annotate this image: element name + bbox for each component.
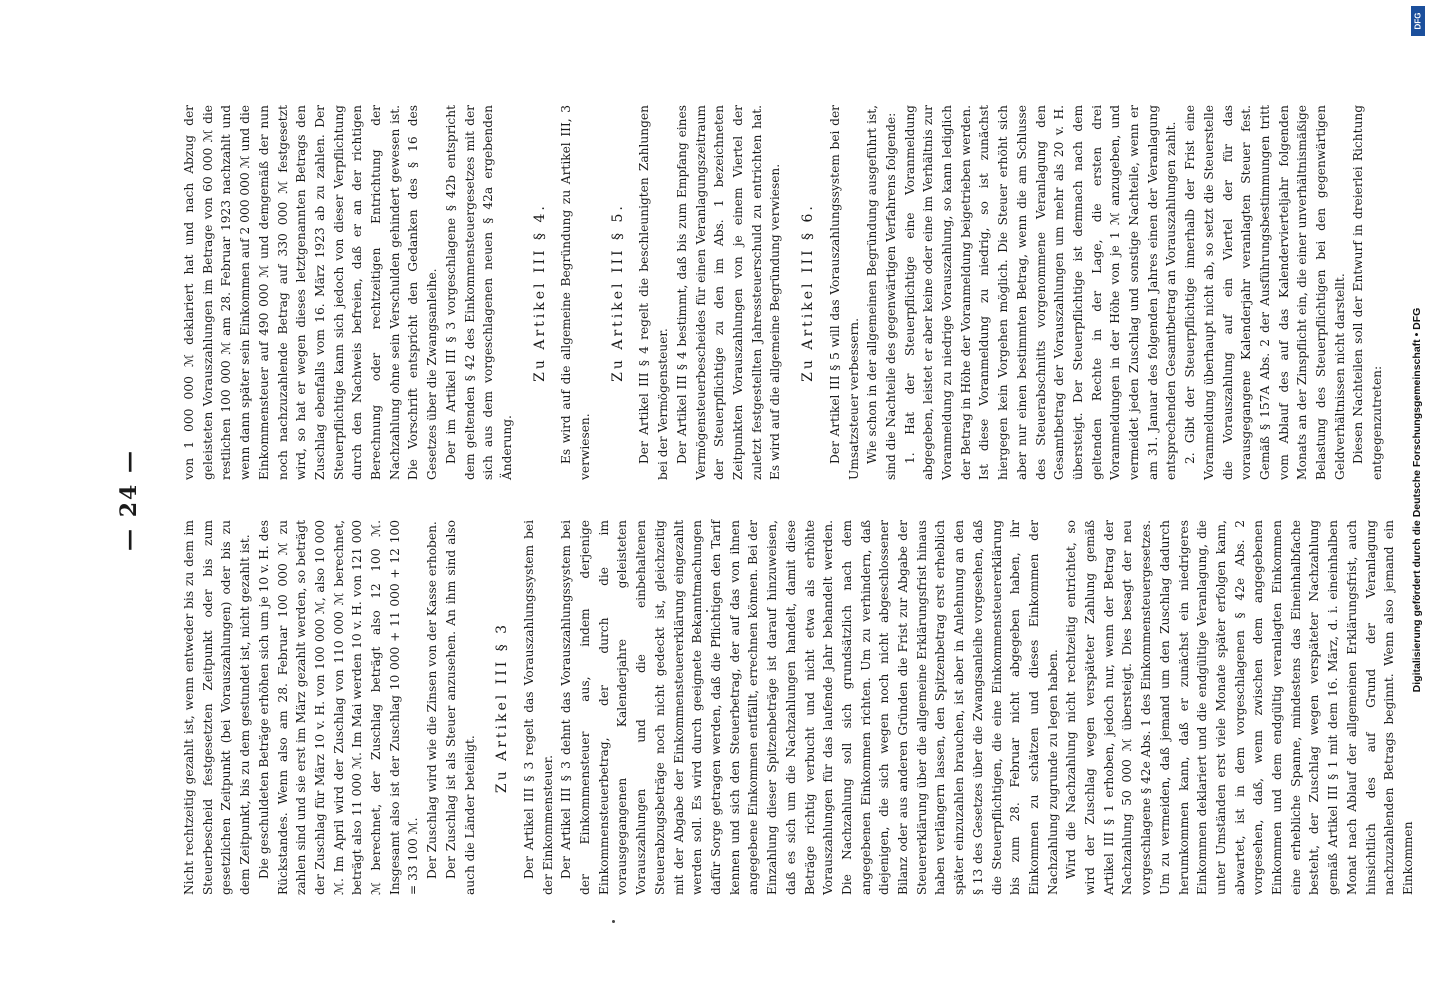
section-heading: Zu Artikel III § 4. <box>531 203 548 382</box>
left-column <box>180 520 1415 895</box>
paragraph: Der Artikel III § 4 regelt die beschleunigten Zahlungen bei der Vermögensteuer. <box>637 105 671 480</box>
rotated-document-sheet <box>102 100 1415 900</box>
section-heading: Zu Artikel III § 5. <box>609 203 626 382</box>
paragraph: Der im Artikel III § 3 vorgeschlagene § 42b entspricht dem geltenden § 42 des Einkommensteuergesetzes mit der sich aus dem vorgeschlagenen neuen § 42a ergebenden Änderung. <box>443 105 514 480</box>
paragraph: Die geschuldeten Beträge erhöhen sich um je 10 v. H. des Rückstandes. Wenn also am 28. Februar 100 000 ℳ zu zahlen sind und sie erst im März gezahlt werden, so beträgt der Zuschlag für März 10 v. H. von 100 000 ℳ, also 10 000 ℳ. Im April wird der Zuschlag von 110 000 ℳ berechnet, beträgt also 11 000 ℳ. Im Mai werden 10 v. H. von 121 000 ℳ berechnet, der Zuschlag beträgt also 12 100 ℳ. Insgesamt also ist der Zuschlag 10 000 + 11 000 + 12 100 = 33 100 ℳ. <box>256 520 421 895</box>
paragraph: von 1 000 000 ℳ deklariert hat und nach Abzug der geleisteten Vorauszahlungen im Betrage von 60 000 ℳ die restlichen 100 000 ℳ am 28. Februar 1923 nachzahlt und wenn dann später sein Einkommen auf 2 000 000 ℳ und die Einkommensteuer auf 490 000 ℳ und demgemäß der nun noch nachzuzahlende Betrag auf 330 000 ℳ festgesetzt wird, so hat er wegen dieses letztgenannten Betrags den Zuschlag ebenfalls vom 16. März 1923 ab zu zahlen. Der Steuerpflichtige kann sich jedoch von dieser Verpflichtung durch den Nachweis befreien, daß er an der richtigen Berechnung oder rechtzeitigen Entrichtung der Nachzahlung ohne sein Verschulden gehindert gewesen ist. Die Vorschrift entspricht den Gedanken des § 16 des Gesetzes über die Zwangsanleihe. <box>182 105 440 480</box>
paragraph: Nicht rechtzeitig gezahlt ist, wenn entweder bis zu dem im Steuerbescheid festgesetzten Zeitpunkt oder bis zum gesetzlichen Zeitpunkt (bei Vorauszahlungen) oder bis zu dem Zeitpunkt, bis zu dem gestundet ist, nicht gezahlt ist. <box>182 520 253 895</box>
scan-speck <box>612 920 615 923</box>
paragraph: Der Artikel III § 3 regelt das Vorauszahlungssystem bei der Einkommensteuer. <box>521 520 555 895</box>
sidebar-credit-text: Digitalisierung gefördert durch die Deutsche Forschungsgemeinschaft • DFG <box>1411 307 1423 693</box>
paragraph: Wie schon in der allgemeinen Begründung ausgeführt ist, sind die Nachteile des gegenwärtigen Verfahrens folgende: <box>865 105 898 480</box>
paragraph: Der Artikel III § 5 will das Vorauszahlungssystem bei der Umsatzsteuer verbessern. <box>827 105 861 480</box>
paragraph: 2. Gibt der Steuerpflichtige innerhalb der Frist eine Voranmeldung überhaupt nicht ab, so setzt die Steuerstelle die Vorauszahlung auf ein Viertel der für das vorausgegangene Kalenderjahr veranlagten Steuer fest. Gemäß § 157A Abs. 2 der Ausführungsbestimmungen tritt vom Ablauf des auf das Kalendervierteljahr folgenden Monats an der Zinspflicht ein, die einer unverhältnismäßige Belastung des Steuerpflichtigen bei den gegenwärtigen Geldverhältnissen nicht darstellt. <box>1183 105 1347 480</box>
paragraph: Der Artikel III § 4 bestimmt, daß bis zum Empfang eines Vermögensteuerbescheides für einen Veranlagungszeitraum der Steuerpflichtige zu den im Abs. 1 bezeichneten Zeitpunkten Vorauszahlungen von je einem Viertel der zuletzt festgestellten Jahressteuerschuld zu entrichten hat. Es wird auf die allgemeine Begründung verwiesen. <box>674 105 783 480</box>
paragraph: Der Artikel III § 3 dehnt das Vorauszahlungssystem bei der Einkommensteuer aus, indem derjenige Einkommensteuerbetrag, der durch die im vorausgegangenen Kalenderjahre geleisteten Vorauszahlungen und die einbehaltenen Steuerabzugsbeträge noch nicht gedeckt ist, gleichzeitig mit der Abgabe der Einkommensteuererklärung eingezahlt werden soll. Es wird durch geeignete Bekanntmachungen dafür Sorge getragen werden, daß die Pflichtigen den Tarif kennen und sich den Steuerbetrag, der auf das von ihnen angegebene Einkommen entfällt, errechnen können. Bei der Einzahlung dieser Spitzenbeträge ist darauf hinzuweisen, daß es sich um die Nachzahlungen handelt, damit diese Beträge richtig verbucht und nicht etwa als erhöhte Vorauszahlungen für das laufende Jahr behandelt werden. Die Nachzahlung soll sich grundsätzlich nach dem angegebenen Einkommen richten. Um zu verhindern, daß diejenigen, die sich wegen noch nicht abgeschlossener Bilanz oder aus anderen Gründen die Frist zur Abgabe der Steuererklärung über die allgemeine Erklärungsfrist hinaus haben verlängern lassen, den Spitzenbetrag erst erheblich später einzuzahlen brauchen, ist aber in Anlehnung an den § 13 des Gesetzes über die Zwangsanleihe vorgesehen, daß die Steuerpflichtigen, die eine Einkommensteuererklärung bis zum 28. Februar nicht abgegeben haben, ihr Einkommen zu schätzen und dieses Einkommen der Nachzahlung zugrunde zu legen haben. <box>559 520 1060 895</box>
dfg-logo-badge <box>1411 6 1425 36</box>
paragraph: Wird die Nachzahlung nicht rechtzeitig entrichtet, so wird der Zuschlag wegen verspäteter Zahlung gemäß Artikel III § 1 erhoben, jedoch nur, wenn der Betrag der Nachzahlung 50 000 ℳ übersteigt. Dies besagt der neu vorgeschlagene § 42e Abs. 1 des Einkommensteuergesetzes. Um zu vermeiden, daß jemand um den Zuschlag dadurch herumkommen kann, daß er zunächst ein niedrigeres Einkommen deklariert und die endgültige Veranlagung, die unter Umständen erst viele Monate später erfolgen kann, abwartet, ist in dem vorgeschlagenen § 42e Abs. 2 vorgesehen, daß, wenn zwischen dem angegebenen Einkommen und dem endgültig veranlagten Einkommen eine erhebliche Spanne, mindestens das Eineinhalbfache besteht, der Zuschlag wegen verspäteter Nachzahlung gemäß Artikel III § 1 mit dem 16. März, d. i. eineinhalben Monat nach Ablauf der allgemeinen Erklärungsfrist, auch hinsichtlich des auf Grund der Veranlagung nachzuzahlenden Betrags beginnt. Wenn also jemand ein Einkommen <box>1064 520 1415 895</box>
dfg-logo-text: DFG <box>1413 12 1423 30</box>
paragraph: Es wird auf die allgemeine Begründung zu Artikel III, 3 verwiesen. <box>559 105 593 480</box>
section-heading: Zu Artikel III § 6. <box>800 203 817 382</box>
paragraph: Diesen Nachteilen soll der Entwurf in dreierlei Richtung entgegenzutreten: <box>1351 105 1385 480</box>
digitization-sidebar <box>1400 0 1434 1000</box>
scan-speck <box>706 610 708 612</box>
paragraph: Der Zuschlag wird wie die Zinsen von der Kasse erhoben. <box>425 521 440 879</box>
page-number: — 24 — <box>116 449 142 551</box>
paragraph: 1. Hat der Steuerpflichtige eine Voranmeldung abgegeben, leistet er aber keine oder eine im Verhältnis zur Voranmeldung zu niedrige Vorauszahlung, so kann lediglich der Betrag in Höhe der Voranmeldung beigetrieben werden. Ist diese Voranmeldung zu niedrig, so ist zunächst hiergegen kein Vorgehen möglich. Die Steuer erhöht sich aber nur einen bestimmten Betrag, wenn die am Schlusse des Steuerabschnitts vorgenommene Veranlagung den Gesamtbetrag der Vorauszahlungen um mehr als 20 v. H. übersteigt. Der Steuerpflichtige ist demnach nach dem geltenden Rechte in der Lage, die ersten drei Voranmeldungen in der Höhe von je 1 ℳ anzugeben, und vermeidet jeden Zuschlag und sonstige Nachteile, wenn er am 31. Januar des folgenden Jahres einen der Veranlagung entsprechenden Gesamtbetrag an Vorauszahlungen zahlt. <box>902 105 1179 480</box>
section-heading: Zu Artikel III § 3 <box>494 621 511 794</box>
right-column <box>180 105 1385 480</box>
paragraph: Der Zuschlag ist als Steuer anzusehen. An ihm sind also auch die Länder beteiligt. <box>443 520 477 895</box>
